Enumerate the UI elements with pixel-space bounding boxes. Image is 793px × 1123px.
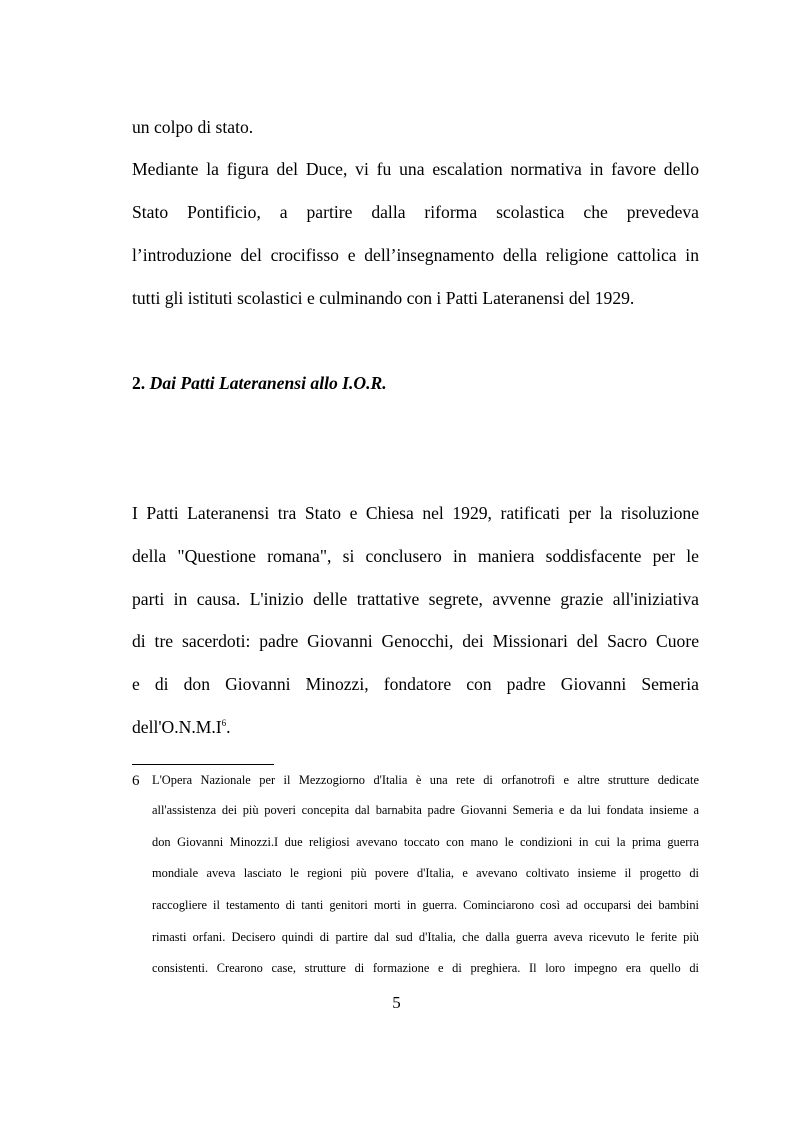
footnote-line-1: L'Opera Nazionale per il Mezzogiorno d'Italia è una rete di orfanotrofi e altre strutture dedicate [152,773,699,787]
paragraph-line-2: della "Questione romana", si conclusero in maniera soddisfacente per le [132,546,699,566]
paragraph-line-1: I Patti Lateranensi tra Stato e Chiesa nel 1929, ratificati per la risoluzione [132,503,699,523]
footnote-line-4: mondiale aveva lasciato le regioni più povere d'Italia, e avevano coltivato insieme il progetto di [152,866,699,880]
footnote-number: 6 [132,773,140,789]
section-heading [132,372,699,394]
intro-line-3: Stato Pontificio, a partire dalla riforma scolastica che prevedeva [132,202,699,222]
paragraph-line-5: e di don Giovanni Minozzi, fondatore con padre Giovanni Semeria [132,674,699,694]
intro-line-2: Mediante la figura del Duce, vi fu una escalation normativa in favore dello [132,159,699,179]
paragraph-last-period: . [226,717,231,737]
footnote-line-3: don Giovanni Minozzi.I due religiosi avevano toccato con mano le condizioni in cui la prima guerra [152,835,699,849]
footnote-line-7: consistenti. Crearono case, strutture di formazione e di preghiera. Il loro impegno era quello di [152,961,699,975]
intro-line-5: tutti gli istituti scolastici e culminando con i Patti Lateranensi del 1929. [132,288,635,308]
paragraph-line-6 [132,716,699,738]
footnote-line-2: all'assistenza dei più poveri concepita dal barnabita padre Giovanni Semeria e da lui fondata insieme a [152,803,699,817]
section-number: 2. [132,373,146,393]
footnote-reference[interactable]: 6 [221,718,227,728]
intro-line-4: l’introduzione del crocifisso e dell’insegnamento della religione cattolica in [132,245,699,265]
intro-line-1: un colpo di stato. [132,117,254,137]
section-title: Dai Patti Lateranensi allo I.O.R. [149,373,387,393]
paragraph-line-3: parti in causa. L'inizio delle trattative segrete, avvenne grazie all'iniziativa [132,589,699,609]
page-number: 5 [392,993,401,1012]
footnote-line-6: rimasti orfani. Decisero quindi di partire dal sud d'Italia, che dalla guerra aveva ricevuto le ferite più [152,930,699,944]
footnote-line-5: raccogliere il testamento di tanti genitori morti in guerra. Cominciarono così ad occuparsi dei bambini [152,898,699,912]
footnote-separator [132,764,274,765]
paragraph-line-4: di tre sacerdoti: padre Giovanni Genocchi, dei Missionari del Sacro Cuore [132,631,699,651]
paragraph-last-text: dell'O.N.M.I [132,717,222,737]
